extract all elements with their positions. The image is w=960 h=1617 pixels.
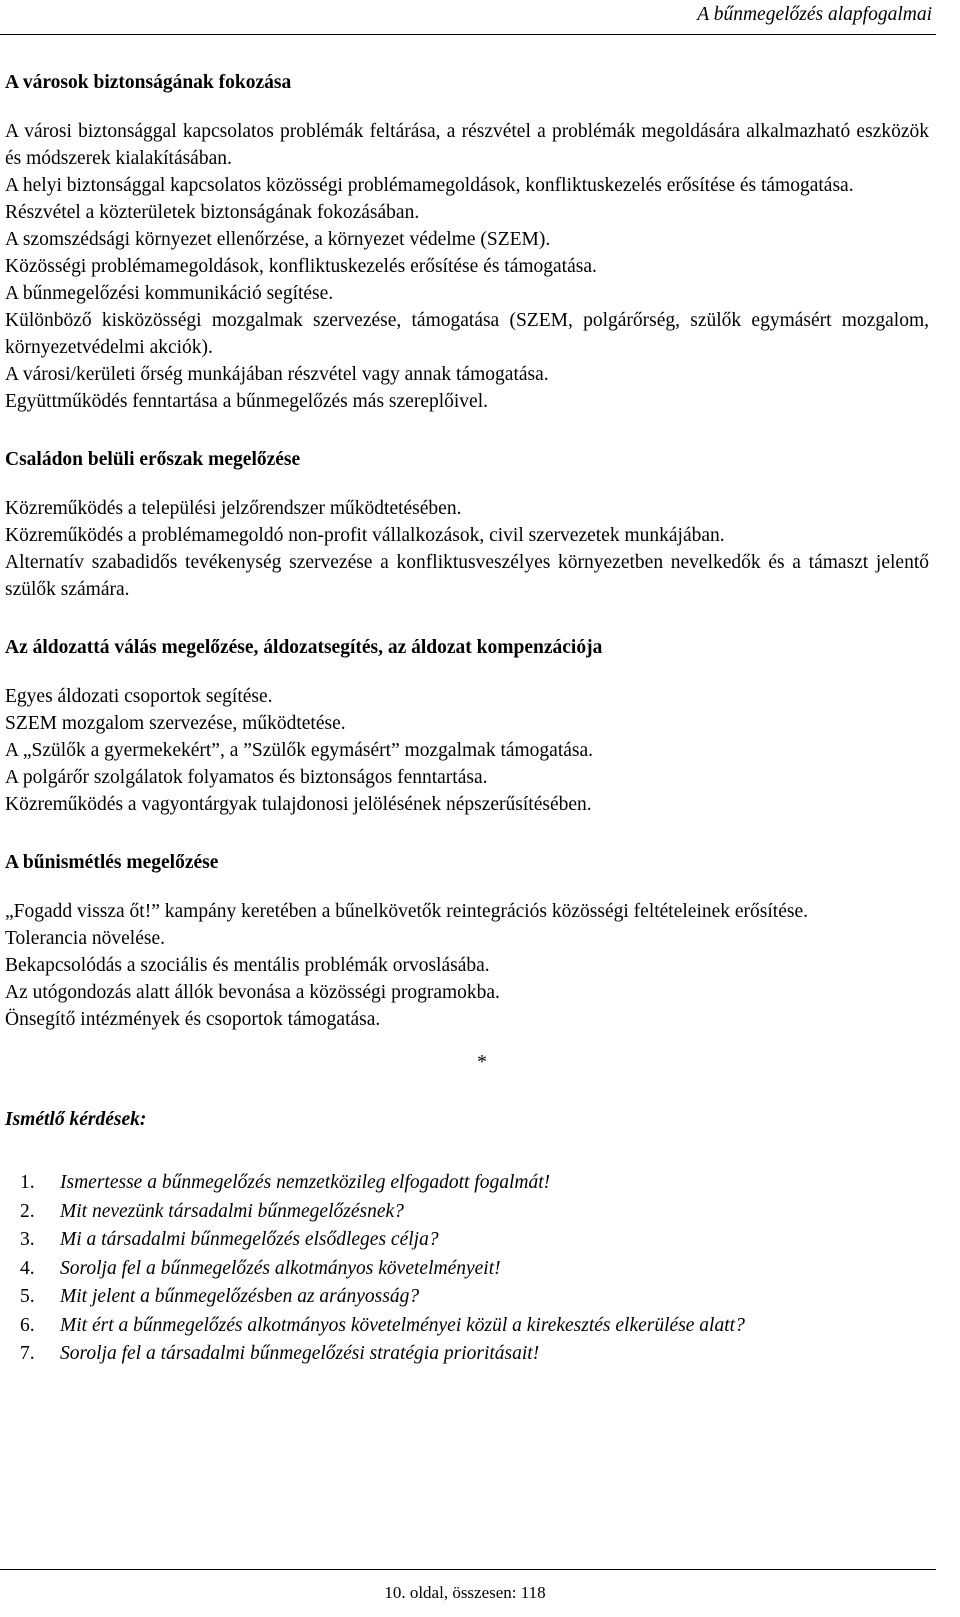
question-number: 1. [20, 1172, 35, 1193]
section-recidivism-prevention [5, 848, 929, 1033]
list-item [5, 1169, 929, 1198]
page-footer: 10. oldal, összesen: 118 [384, 1583, 546, 1602]
paragraph: Alternatív szabadidős tevékenység szervezése a konfliktusveszélyes környezetben nevelkedők és a támaszt jelentő szülők számára. [5, 552, 929, 600]
paragraph: Közreműködés a települési jelzőrendszer működtetésében. [5, 498, 462, 519]
review-questions-title: Ismétlő kérdések: [5, 1109, 147, 1130]
question-number: 5. [20, 1286, 35, 1307]
paragraph: A helyi biztonsággal kapcsolatos közösségi problémamegoldások, konfliktuskezelés erősítése és támogatása. [5, 175, 854, 196]
paragraph: A szomszédsági környezet ellenőrzése, a környezet védelme (SZEM). [5, 229, 551, 250]
paragraph: A polgárőr szolgálatok folyamatos és biztonságos fenntartása. [5, 767, 488, 788]
paragraph: SZEM mozgalom szervezése, működtetése. [5, 713, 346, 734]
paragraph: Együttműködés fenntartása a bűnmegelőzés más szereplőivel. [5, 391, 489, 412]
review-questions-list [5, 1169, 929, 1369]
running-header: A bűnmegelőzés alapfogalmai [697, 4, 932, 25]
paragraph: A „Szülők a gyermekekért”, a ”Szülők egymásért” mozgalmak támogatása. [5, 740, 594, 761]
list-item [5, 1340, 929, 1369]
question-number: 6. [20, 1314, 35, 1336]
footer-rule [0, 1569, 936, 1570]
paragraph: Egyes áldozati csoportok segítése. [5, 686, 273, 707]
paragraph: Bekapcsolódás a szociális és mentális problémák orvoslásába. [5, 955, 490, 976]
section-title: A városok biztonságának fokozása [5, 72, 292, 93]
question-text: Sorolja fel a társadalmi bűnmegelőzési stratégia prioritásait! [60, 1343, 540, 1364]
question-number: 3. [20, 1229, 35, 1250]
section-victim-support [5, 633, 929, 818]
list-item [5, 1283, 929, 1312]
paragraph: Önsegítő intézmények és csoportok támogatása. [5, 1009, 381, 1030]
section-city-safety [5, 68, 929, 415]
paragraph: Az utógondozás alatt állók bevonása a közösségi programokba. [5, 982, 500, 1003]
section-domestic-violence [5, 445, 929, 603]
paragraph: A városi biztonsággal kapcsolatos problémák feltárása, a részvétel a problémák megoldására alkalmazható eszközök és módszerek kialakításában. [5, 121, 929, 169]
list-item [5, 1255, 929, 1284]
list-item [5, 1226, 929, 1255]
header-rule [0, 34, 936, 35]
question-text: Mit ért a bűnmegelőzés alkotmányos követelményei közül a kirekesztés elkerülése alatt? [60, 1314, 745, 1336]
paragraph: A városi/kerületi őrség munkájában részvétel vagy annak támogatása. [5, 364, 549, 385]
question-number: 2. [20, 1200, 35, 1222]
list-item [5, 1312, 929, 1341]
question-text: Sorolja fel a bűnmegelőzés alkotmányos követelményeit! [60, 1257, 501, 1279]
paragraph: „Fogadd vissza őt!” kampány keretében a bűnelkövetők reintegrációs közösségi feltételeinek erősítése. [5, 901, 808, 922]
paragraph: Közreműködés a vagyontárgyak tulajdonosi jelölésének népszerűsítésében. [5, 794, 592, 815]
list-item [5, 1198, 929, 1227]
question-text: Ismertesse a bűnmegelőzés nemzetközileg elfogadott fogalmát! [60, 1172, 551, 1193]
question-number: 7. [20, 1343, 35, 1364]
section-separator: * [477, 1052, 487, 1073]
paragraph: A bűnmegelőzési kommunikáció segítése. [5, 283, 334, 304]
paragraph: Tolerancia növelése. [5, 928, 165, 949]
paragraph: Különböző kisközösségi mozgalmak szervezése, támogatása (SZEM, polgárőrség, szülők egymásért mozgalom, környezetvédelmi akciók). [5, 310, 929, 358]
document-body [5, 68, 929, 1369]
section-title: Családon belüli erőszak megelőzése [5, 449, 301, 470]
question-text: Mit jelent a bűnmegelőzésben az arányosság? [60, 1286, 420, 1307]
paragraph: Közösségi problémamegoldások, konfliktuskezelés erősítése és támogatása. [5, 256, 597, 277]
section-title: Az áldozattá válás megelőzése, áldozatsegítés, az áldozat kompenzációja [5, 637, 603, 658]
question-text: Mit nevezünk társadalmi bűnmegelőzésnek? [60, 1200, 404, 1222]
paragraph: Közreműködés a problémamegoldó non-profit vállalkozások, civil szervezetek munkájában. [5, 525, 725, 546]
paragraph: Részvétel a közterületek biztonságának fokozásában. [5, 202, 420, 223]
question-number: 4. [20, 1257, 35, 1279]
question-text: Mi a társadalmi bűnmegelőzés elsődleges célja? [60, 1229, 439, 1250]
section-title: A bűnismétlés megelőzése [5, 852, 219, 873]
